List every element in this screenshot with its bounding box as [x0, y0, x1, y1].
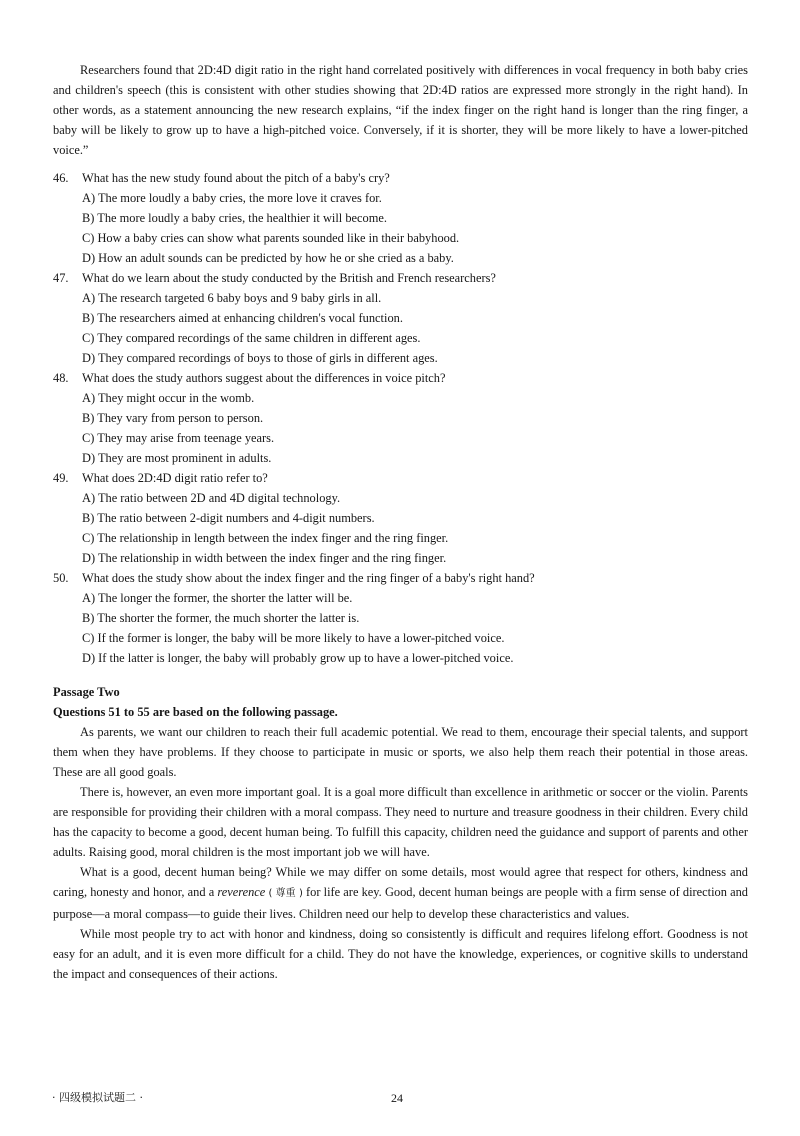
- question-number: 47.: [53, 271, 69, 285]
- passage-two-title: Passage Two: [53, 685, 120, 699]
- exam-page: [53, 60, 748, 984]
- chinese-gloss: ( 尊重 ): [268, 888, 303, 899]
- question-number: 48.: [53, 371, 69, 385]
- question-46: [53, 168, 748, 268]
- passage-paragraph-3: What is a good, decent human being? While we may differ on some details, most would agree that respect for others, kindness and caring, honesty and honor, and a reverence ( 尊重 ) for life are key. Good, decent human beings are people with a firm sense of direction and purpose—a moral compass—to guide their lives. Children need our help to develop these characteristics and values.: [53, 865, 748, 921]
- emphasized-word: reverence: [217, 885, 266, 899]
- option-a: A) The ratio between 2D and 4D digital technology.: [82, 491, 341, 505]
- page-number: 24: [391, 1091, 403, 1105]
- option-c: C) They compared recordings of the same children in different ages.: [82, 331, 421, 345]
- question-list: [53, 168, 748, 668]
- option-d: D) If the latter is longer, the baby will probably grow up to have a lower-pitched voice.: [82, 651, 514, 665]
- question-stem: What does 2D:4D digit ratio refer to?: [82, 471, 268, 485]
- option-c: C) They may arise from teenage years.: [82, 431, 275, 445]
- question-50: [53, 568, 748, 668]
- question-number: 46.: [53, 171, 69, 185]
- option-d: D) They are most prominent in adults.: [82, 451, 272, 465]
- passage-paragraph-1: As parents, we want our children to reach their full academic potential. We read to them, encourage their special talents, and support them when they have problems. If they choose to participate in music or sports, we also help them reach their potential in those areas. These are all good goals.: [53, 725, 748, 779]
- question-number: 49.: [53, 471, 69, 485]
- option-c: C) If the former is longer, the baby will be more likely to have a lower-pitched voice.: [82, 631, 505, 645]
- option-a: A) The longer the former, the shorter the latter will be.: [82, 591, 353, 605]
- option-d: D) How an adult sounds can be predicted by how he or she cried as a baby.: [82, 251, 454, 265]
- passage-paragraph-2: There is, however, an even more important goal. It is a goal more difficult than excellence in arithmetic or soccer or the violin. Parents are responsible for providing their children with a moral compass. They need to nurture and treasure goodness in their children. Every child has the capacity to become a good, decent human being. To fulfill this capacity, children need the guidance and support of parents and other adults. Raising good, moral children is the most important job we will have.: [53, 785, 748, 859]
- option-c: C) The relationship in length between the index finger and the ring finger.: [82, 531, 449, 545]
- option-b: B) The researchers aimed at enhancing children's vocal function.: [82, 311, 403, 325]
- intro-paragraph: Researchers found that 2D:4D digit ratio in the right hand correlated positively with differences in vocal frequency in both baby cries and children's speech (this is consistent with other studies showing that 2D:4D ratios are expressed more strongly in the right hand). In other words, as a statement announcing the new research explains, “if the index finger on the right hand is longer than the ring finger, a baby will be likely to grow up to have a high-pitched voice. Conversely, if it is shorter, they will be more likely to have a lower-pitched voice.”: [53, 63, 748, 157]
- question-47: [53, 268, 748, 368]
- footer-exam-title: · 四级模拟试题二 ·: [52, 1091, 143, 1104]
- question-49: [53, 468, 748, 568]
- option-b: B) The ratio between 2-digit numbers and 4-digit numbers.: [82, 511, 375, 525]
- passage-paragraph-4: While most people try to act with honor and kindness, doing so consistently is difficult and requires lifelong effort. Goodness is not easy for an adult, and it is even more difficult for a child. They do not have the knowledge, experiences, or cognitive skills to understand the impact and consequences of their actions.: [53, 927, 748, 981]
- option-a: A) The research targeted 6 baby boys and 9 baby girls in all.: [82, 291, 382, 305]
- option-d: D) The relationship in width between the index finger and the ring finger.: [82, 551, 447, 565]
- question-number: 50.: [53, 571, 69, 585]
- option-c: C) How a baby cries can show what parents sounded like in their babyhood.: [82, 231, 460, 245]
- option-b: B) The more loudly a baby cries, the healthier it will become.: [82, 211, 387, 225]
- option-b: B) They vary from person to person.: [82, 411, 264, 425]
- question-48: [53, 368, 748, 468]
- question-stem: What do we learn about the study conducted by the British and French researchers?: [82, 271, 496, 285]
- option-a: A) They might occur in the womb.: [82, 391, 255, 405]
- question-stem: What does the study show about the index finger and the ring finger of a baby's right hand?: [82, 571, 535, 585]
- passage-two-subtitle: Questions 51 to 55 are based on the following passage.: [53, 705, 338, 719]
- question-stem: What does the study authors suggest about the differences in voice pitch?: [82, 371, 446, 385]
- option-b: B) The shorter the former, the much shorter the latter is.: [82, 611, 360, 625]
- question-stem: What has the new study found about the pitch of a baby's cry?: [82, 171, 390, 185]
- option-d: D) They compared recordings of boys to those of girls in different ages.: [82, 351, 438, 365]
- option-a: A) The more loudly a baby cries, the more love it craves for.: [82, 191, 382, 205]
